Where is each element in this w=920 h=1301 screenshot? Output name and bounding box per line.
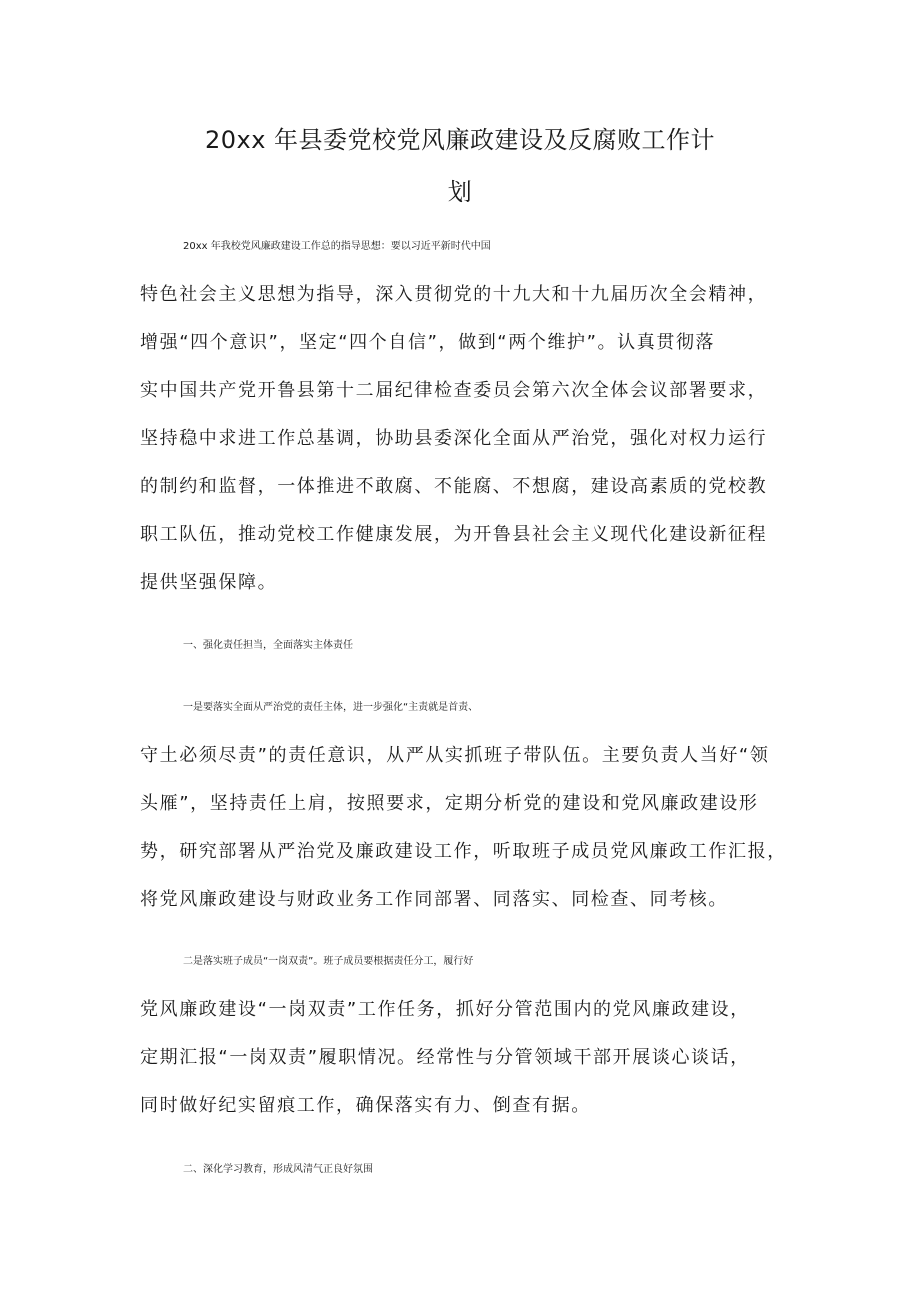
paragraph-line: 将党风廉政建设与财政业务工作同部署、同落实、同检查、同考核。 [140,889,728,910]
paragraph-line: 二是落实班子成员“一岗双责”。班子成员要根据责任分工，履行好 [183,956,474,967]
paragraph-line: 20xx 年我校党风廉政建设工作总的指导思想：要以习近平新时代中国 [183,241,491,252]
paragraph-line: 坚持稳中求进工作总基调，协助县委深化全面从严治党，强化对权力运行 [140,428,768,449]
paragraph-line: 一是要落实全面从严治党的责任主体，进一步强化“主责就是首责、 [183,702,479,713]
paragraph-line: 的制约和监督，一体推进不敢腐、不能腐、不想腐，建设高素质的党校教 [140,476,768,497]
paragraph-line: 定期汇报“一岗双责”履职情况。经常性与分管领域干部开展谈心谈话， [140,1047,750,1068]
section-heading: 一、强化责任担当，全面落实主体责任 [183,640,353,651]
paragraph-line: 增强“四个意识”，坚定“四个自信”，做到“两个维护”。认真贯彻落 [140,332,716,353]
section-heading: 二、深化学习教育，形成风清气正良好氛围 [183,1164,373,1175]
paragraph-line: 势，研究部署从严治党及廉政建设工作，听取班子成员党风廉政工作汇报， [140,841,787,862]
paragraph-line: 职工队伍，推动党校工作健康发展，为开鲁县社会主义现代化建设新征程 [140,524,768,545]
paragraph-line: 头雁”，坚持责任上肩，按照要求，定期分析党的建设和党风廉政建设形 [140,793,759,814]
document-title-line-2: 划 [447,178,473,206]
paragraph-line: 同时做好纪实留痕工作，确保落实有力、倒查有据。 [140,1095,591,1116]
paragraph-line: 提供坚强保障。 [140,572,278,593]
paragraph-line: 实中国共产党开鲁县第十二届纪律检查委员会第六次全体会议部署要求， [140,380,768,401]
document-title-line-1: 20xx 年县委党校党风廉政建设及反腐败工作计 [204,126,716,154]
paragraph-line: 党风廉政建设“一岗双责”工作任务，抓好分管范围内的党风廉政建设， [140,999,750,1020]
paragraph-line: 特色社会主义思想为指导，深入贯彻党的十九大和十九届历次全会精神， [140,284,768,305]
paragraph-line: 守土必须尽责”的责任意识，从严从实抓班子带队伍。主要负责人当好“领 [140,745,770,766]
